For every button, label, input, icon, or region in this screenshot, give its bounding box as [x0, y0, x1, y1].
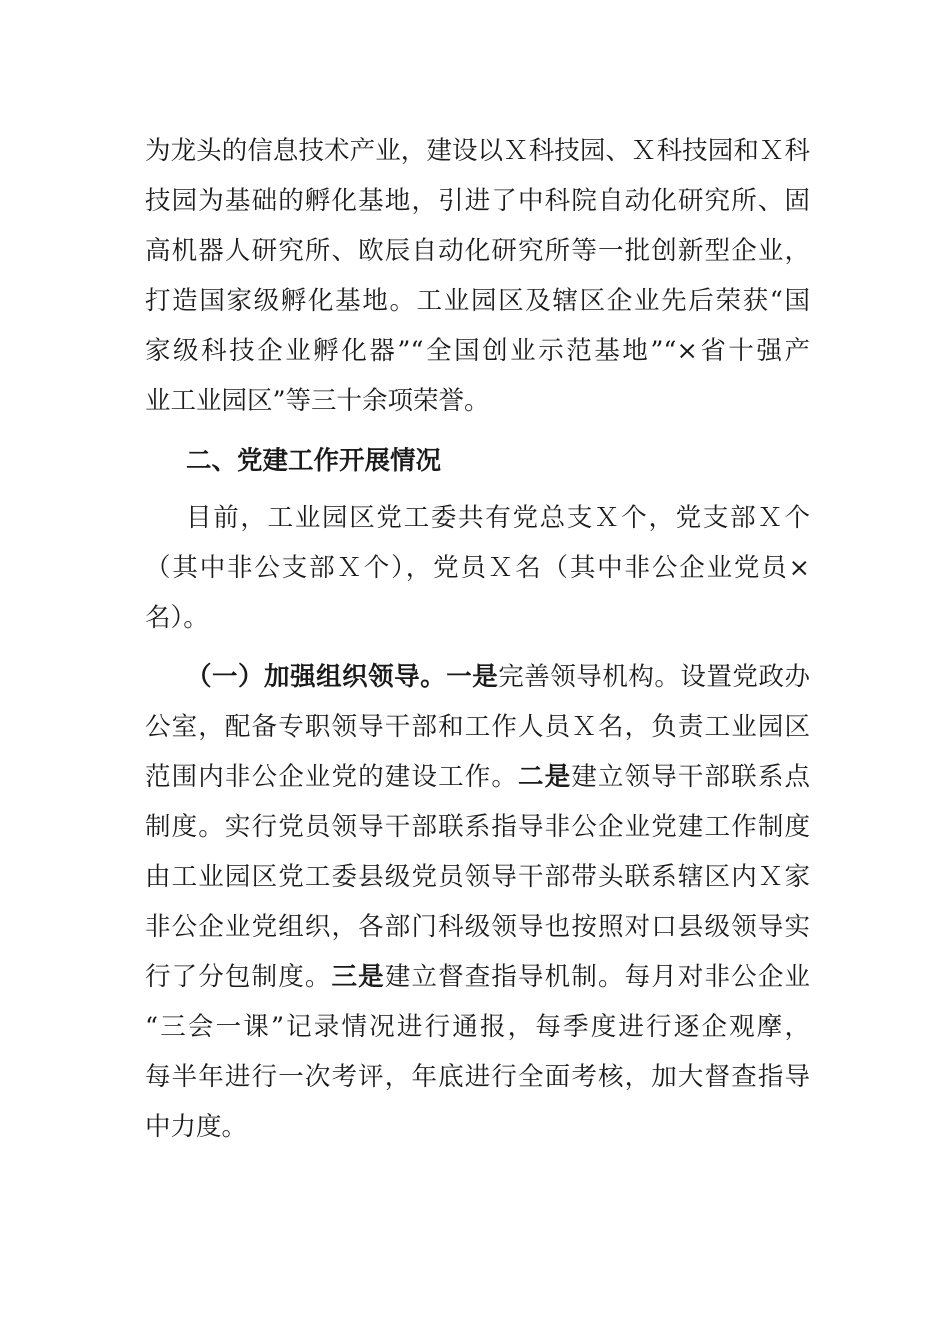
paragraph-line	[145, 957, 810, 997]
paragraph-text: 行了分包制度。	[145, 962, 332, 992]
paragraph-line: 名）。	[145, 603, 209, 633]
paragraph-line: （其中非公支部Ｘ个），党员Ｘ名（其中非公企业党员×	[145, 553, 810, 583]
paragraph-text: 完善领导机构。设置党政办	[498, 662, 810, 692]
paragraph-line: 制度。实行党员领导干部联系指导非公企业党建工作制度	[145, 812, 810, 842]
paragraph-line: 由工业园区党工委县级党员领导干部带头联系辖区内Ｘ家	[145, 862, 810, 892]
paragraph-line: 技园为基础的孵化基地，引进了中科院自动化研究所、固	[145, 186, 810, 216]
point-label-one: 一是	[446, 662, 499, 692]
paragraph-line: 打造国家级孵化基地。工业园区及辖区企业先后荣获“国	[145, 286, 810, 316]
section-heading: 二、党建工作开展情况	[186, 446, 442, 476]
paragraph-line: 每半年进行一次考评，年底进行全面考核，加大督查指导	[145, 1062, 810, 1092]
paragraph-text: 范围内非公企业党的建设工作。	[145, 762, 519, 792]
paragraph-line: 目前，工业园区党工委共有党总支Ｘ个，党支部Ｘ个	[186, 503, 810, 533]
point-label-two: 二是	[518, 762, 572, 792]
paragraph-line: 公室，配备专职领导干部和工作人员Ｘ名，负责工业园区	[145, 712, 810, 742]
paragraph-line	[145, 757, 810, 797]
paragraph-line: 家级科技企业孵化器”“全国创业示范基地”“×省十强产	[145, 336, 810, 366]
paragraph-line: 高机器人研究所、欧辰自动化研究所等一批创新型企业，	[145, 236, 810, 266]
paragraph-text: 建立领导干部联系点	[571, 762, 810, 792]
paragraph-line: 为龙头的信息技术产业，建设以Ｘ科技园、Ｘ科技园和Ｘ科	[145, 136, 810, 166]
subsection-title: （一）加强组织领导。	[186, 662, 447, 692]
paragraph-text: 建立督查指导机制。每月对非公企业	[384, 962, 810, 992]
point-label-three: 三是	[331, 962, 385, 992]
paragraph-line: 业工业园区”等三十余项荣誉。	[145, 386, 490, 416]
paragraph-line: “三会一课”记录情况进行通报，每季度进行逐企观摩，	[145, 1012, 810, 1042]
paragraph-line	[186, 657, 810, 697]
paragraph-line: 非公企业党组织，各部门科级领导也按照对口县级领导实	[145, 912, 810, 942]
paragraph-line: 中力度。	[145, 1112, 248, 1142]
